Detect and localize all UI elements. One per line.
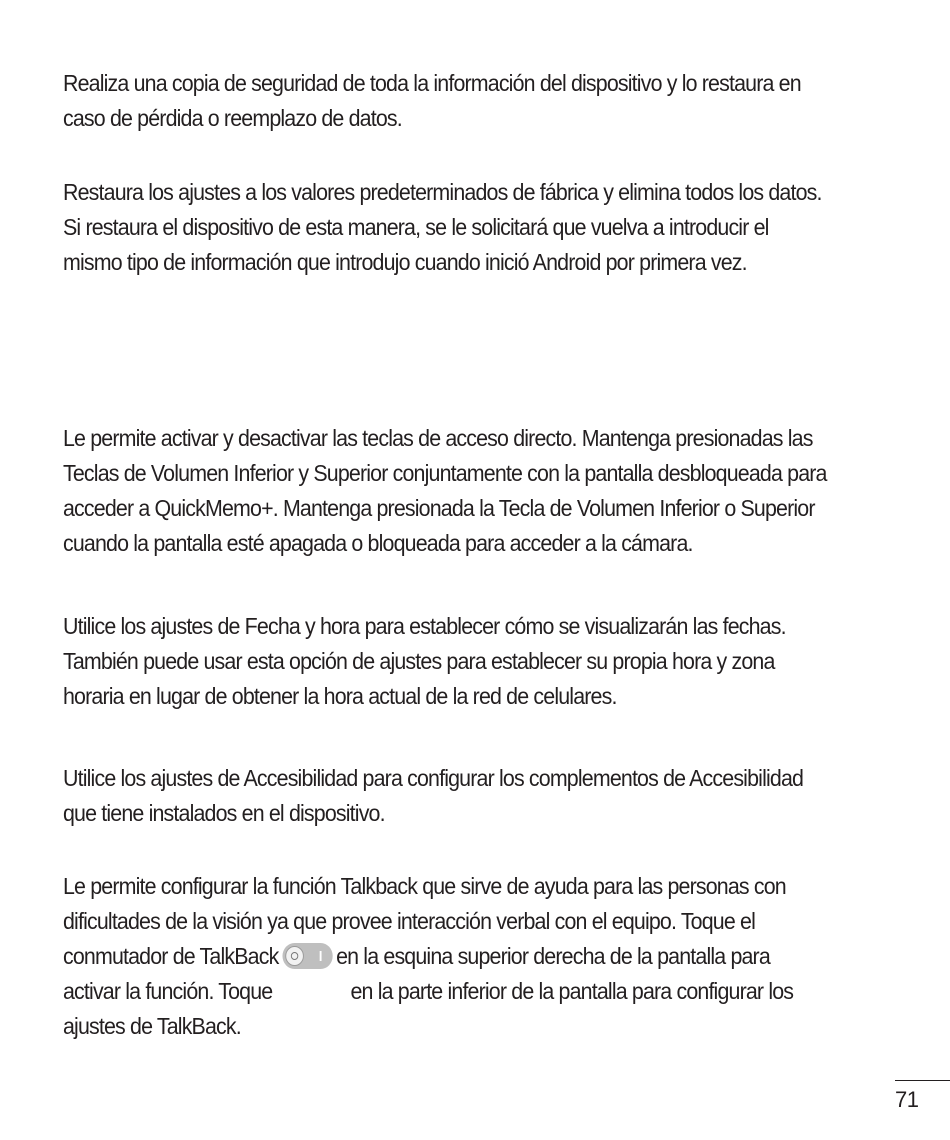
text-line: cuando la pantalla esté apagada o bloqueada para acceder a la cámara. (63, 530, 693, 556)
text-line: caso de pérdida o reemplazo de datos. (63, 105, 402, 131)
text-line: Teclas de Volumen Inferior y Superior conjuntamente con la pantalla desbloqueada para (63, 460, 827, 486)
text-line: También puede usar esta opción de ajustes para establecer su propia hora y zona (63, 648, 775, 674)
text-fragment: en la esquina superior derecha de la pantalla para (336, 943, 770, 969)
text-fragment: en la parte inferior de la pantalla para configurar los (350, 978, 794, 1004)
text-line: Le permite configurar la función Talkback que sirve de ayuda para las personas con (63, 873, 786, 899)
page-number: 71 (895, 1087, 919, 1112)
text-line: Utilice los ajustes de Accesibilidad para configurar los complementos de Accesibilidad (63, 765, 804, 791)
text-line: que tiene instalados en el dispositivo. (63, 800, 385, 826)
text-line: Le permite activar y desactivar las teclas de acceso directo. Mantenga presionadas las (63, 425, 813, 451)
toggle-bar (319, 951, 321, 961)
text-fragment: conmutador de TalkBack (63, 943, 279, 969)
date-time-description (63, 609, 863, 714)
text-line: dificultades de la visión ya que provee interacción verbal con el equipo. Toque el (63, 908, 756, 934)
backup-description (63, 66, 863, 136)
text-line-with-toggle (63, 939, 863, 974)
text-line: Restaura los ajustes a los valores predeterminados de fábrica y elimina todos los datos. (63, 179, 822, 205)
text-fragment: activar la función. Toque (63, 978, 273, 1004)
text-line: Utilice los ajustes de Fecha y hora para establecer cómo se visualizarán las fechas. (63, 613, 786, 639)
text-line-with-gap (63, 974, 863, 1009)
toggle-switch-off-icon (282, 943, 332, 969)
shortcut-keys-description (63, 421, 863, 561)
toggle-knob (285, 946, 304, 966)
text-line: acceder a QuickMemo+. Mantenga presionada la Tecla de Volumen Inferior o Superior (63, 495, 815, 521)
text-line: ajustes de TalkBack. (63, 1013, 241, 1039)
page-number-rule (895, 1080, 950, 1081)
talkback-description (63, 869, 863, 1044)
text-line: mismo tipo de información que introdujo cuando inició Android por primera vez. (63, 249, 747, 275)
text-line: Si restaura el dispositivo de esta manera, se le solicitará que vuelva a introducir el (63, 214, 769, 240)
text-line: Realiza una copia de seguridad de toda la información del dispositivo y lo restaura en (63, 70, 801, 96)
factory-reset-description (63, 175, 863, 280)
text-line: horaria en lugar de obtener la hora actual de la red de celulares. (63, 683, 617, 709)
accessibility-description (63, 761, 863, 831)
